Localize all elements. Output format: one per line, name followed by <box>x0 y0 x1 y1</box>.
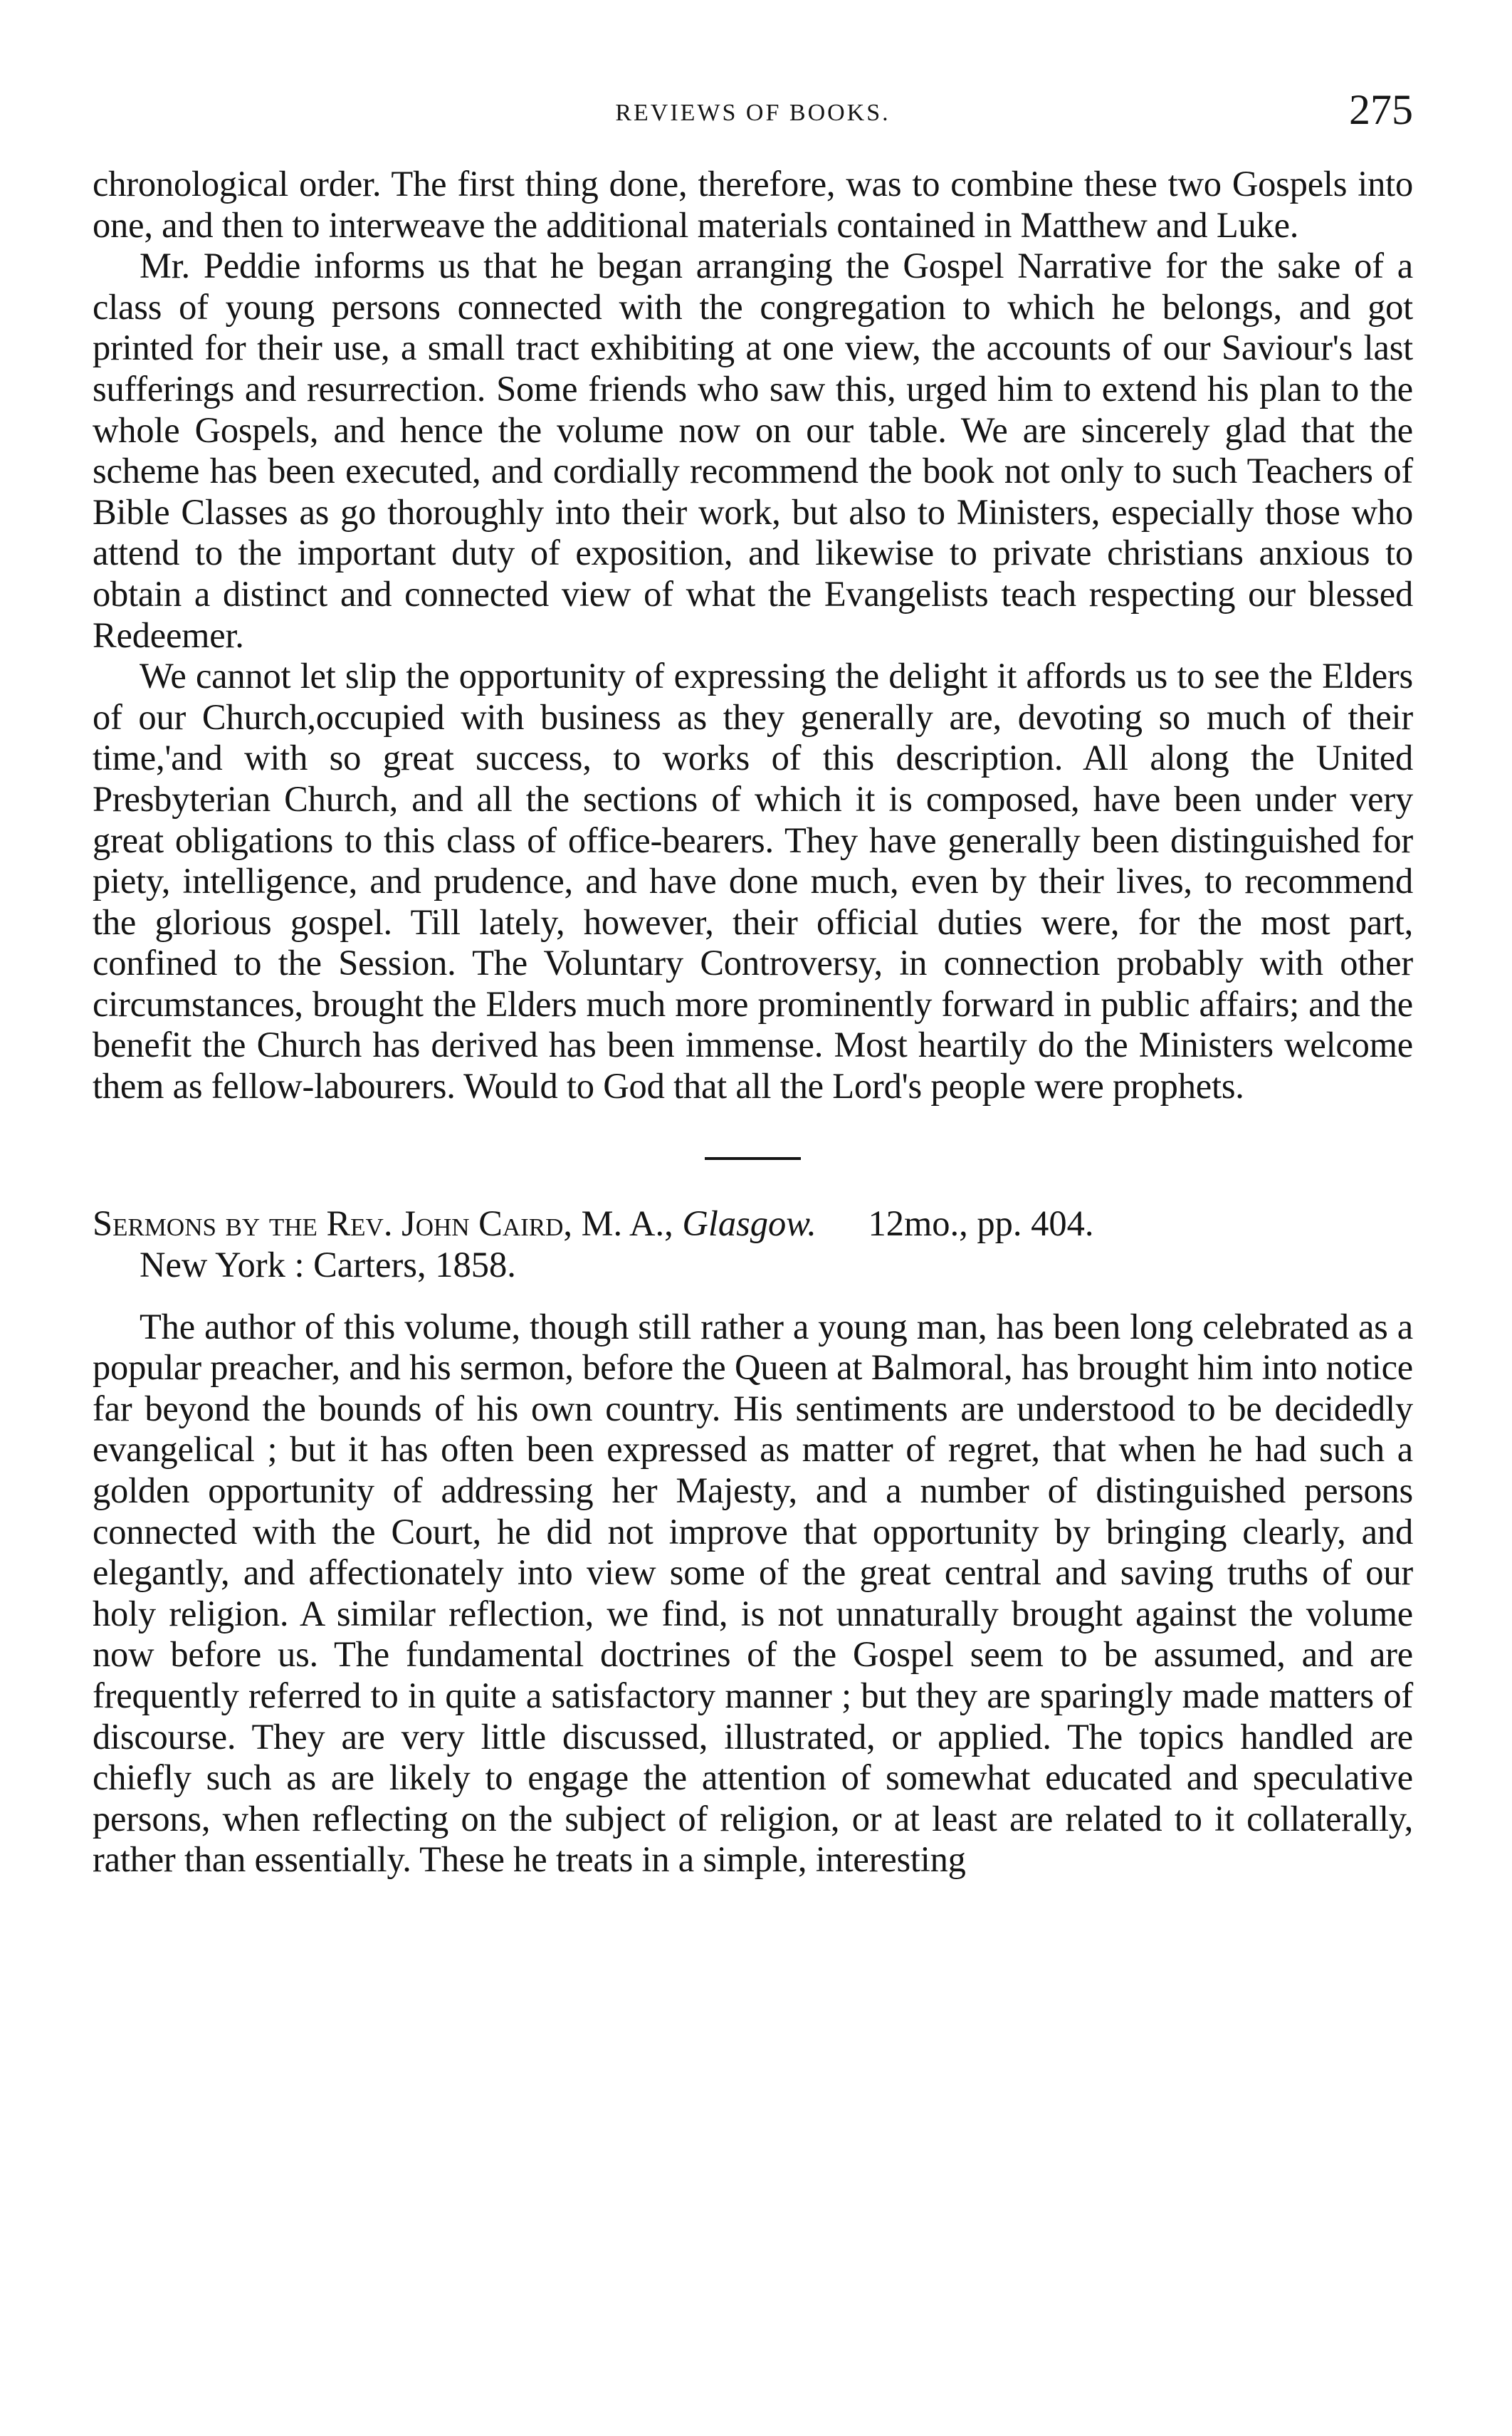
review-place: Glasgow. <box>682 1203 817 1243</box>
review-title: Sermons by the Rev. John Caird, M. A., <box>93 1203 673 1243</box>
book-page <box>93 85 1413 1881</box>
page-header <box>93 85 1413 164</box>
paragraph-continued: chronological order. The first thing done, therefore, was to combine these two Gospels into one, and then to interweave the additional materials contained in Matthew and Luke. <box>93 164 1413 245</box>
paragraph-elders: We cannot let slip the opportunity of expressing the delight it affords us to see the Elders of our Church,occupied with business as they generally are, devoting so much of their time,'and with so great success, to works of this description. All along the United Presbyterian Church, and all the sections of which it is composed, have been under very great obligations to this class of office-bearers. They have generally been distinguished for piety, intelligence, and prudence, and have done much, even by their lives, to recommend the glorious gospel. Till lately, however, their official duties were, for the most part, confined to the Session. The Voluntary Controversy, in connection probably with other circumstances, brought the Elders much more prominently forward in public affairs; and the benefit the Church has derived has been immense. Most heartily do the Ministers welcome them as fellow-labourers. Would to God that all the Lord's people were prophets. <box>93 656 1413 1107</box>
paragraph-peddie: Mr. Peddie informs us that he began arranging the Gospel Narrative for the sake of a class of young persons connected with the congregation to which he belongs, and got printed for their use, a small tract exhibiting at one view, the accounts of our Saviour's last sufferings and resurrection. Some friends who saw this, urged him to extend his plan to the whole Gospels, and hence the volume now on our table. We are sincerely glad that the scheme has been executed, and cordially recommend the book not only to such Teachers of Bible Classes as go thoroughly into their work, but also to Ministers, especially those who attend to the important duty of exposition, and likewise to private christians anxious to obtain a distinct and connected view of what the Evangelists teach respecting our blessed Redeemer. <box>93 246 1413 655</box>
review-format: 12mo., pp. 404. <box>868 1203 1094 1243</box>
review-publisher: New York : Carters, 1858. <box>140 1244 516 1285</box>
running-head: REVIEWS OF BOOKS. <box>615 100 891 126</box>
review-body: The author of this volume, though still rather a young man, has been long celebrated as a popular preacher, and his sermon, before the Queen at Balmoral, has brought him into notice far beyond the bounds of his own country. His sentiments are understood to be decidedly evangelical ; but it has often been expressed as matter of regret, that when he had such a golden opportunity of addressing her Majesty, and a number of distinguished persons connected with the Court, he did not improve that opportunity by bringing clearly, and elegantly, and affectionately into view some of the great central and saving truths of our holy religion. A similar reflection, we find, is not unnaturally brought against the volume now before us. The fundamental doctrines of the Gospel seem to be assumed, and are frequently referred to in quite a satisfactory manner ; but they are sparingly made matters of discourse. They are very little discussed, illustrated, or applied. The topics handled are chiefly such as are likely to engage the attention of somewhat educated and speculative persons, when reflecting on the subject of religion, or at least are related to it collaterally, rather than essentially. These he treats in a simple, interesting <box>93 1306 1413 1880</box>
page-number: 275 <box>1349 86 1413 133</box>
section-divider <box>705 1157 801 1160</box>
review-heading <box>93 1203 1413 1285</box>
